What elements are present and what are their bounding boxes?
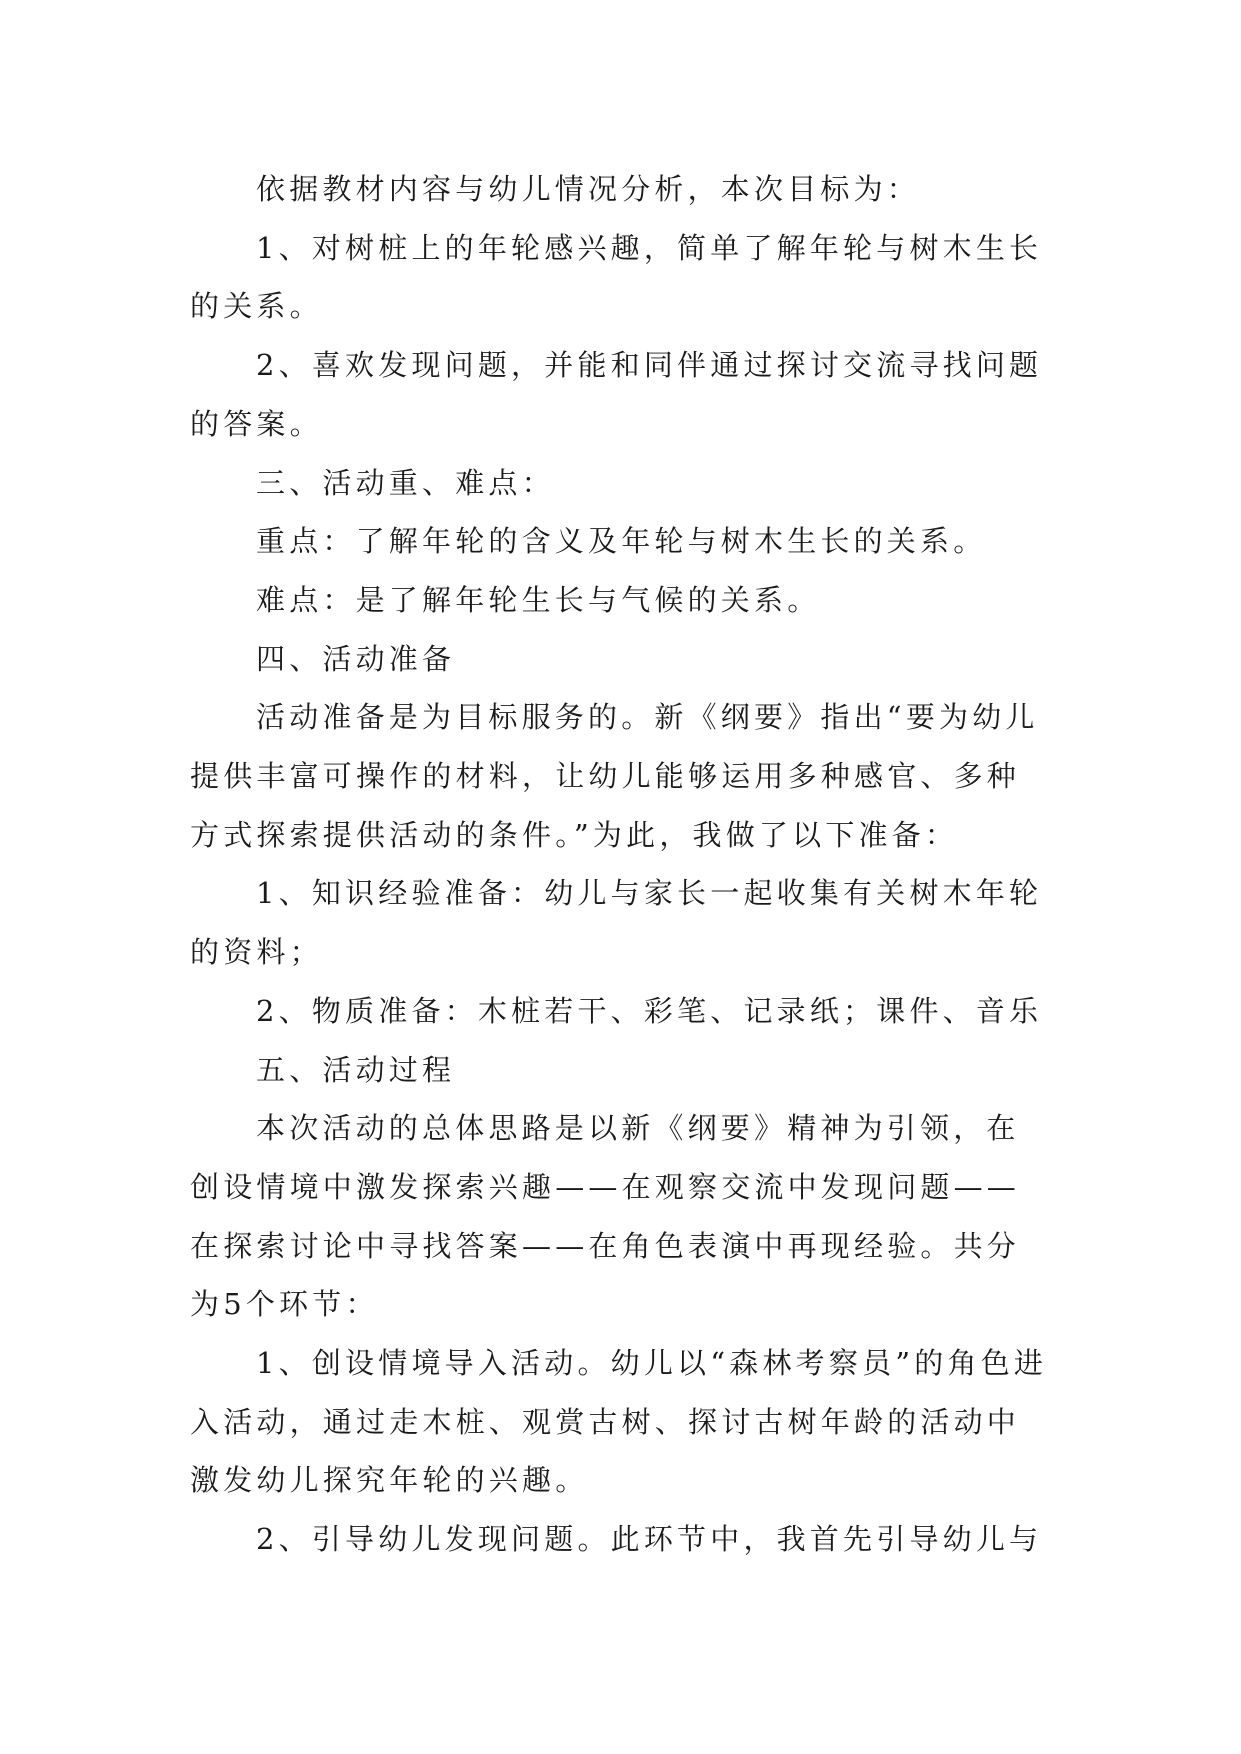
paragraph-preparation-materials: 2、物质准备：木桩若干、彩笔、记录纸；课件、音乐 (256, 993, 1043, 1028)
paragraph-process-step-2: 2、引导幼儿发现问题。此环节中，我首先引导幼儿与 (256, 1522, 1043, 1557)
paragraph-preparation-knowledge: 1、知识经验准备：幼儿与家长一起收集有关树木年轮的资料； (190, 876, 1043, 970)
paragraph-process-overview: 本次活动的总体思路是以新《纲要》精神为引领，在创设情境中激发探索兴趣——在观察交流中发现问题——在探索讨论中寻找答案——在角色表演中再现经验。共分为5个环节： (190, 1111, 1021, 1322)
paragraph-objective-1: 1、对树桩上的年轮感兴趣，简单了解年轮与树木生长的关系。 (190, 230, 1043, 324)
document-body (190, 160, 1052, 1569)
section-heading-key-points: 三、活动重、难点： (256, 465, 555, 500)
paragraph-objective-2: 2、喜欢发现问题，并能和同伴通过探讨交流寻找问题的答案。 (190, 348, 1043, 441)
paragraph-process-step-1: 1、创设情境导入活动。幼儿以“森林考察员”的角色进入活动，通过走木桩、观赏古树、探讨古树年龄的活动中激发幼儿探究年轮的兴趣。 (190, 1346, 1048, 1498)
paragraph-objective-intro: 依据教材内容与幼儿情况分析，本次目标为： (256, 172, 921, 206)
paragraph-preparation-intro: 活动准备是为目标服务的。新《纲要》指出“要为幼儿提供丰富可操作的材料，让幼儿能够运用多种感官、多种方式探索提供活动的条件。”为此，我做了以下准备： (190, 700, 1039, 852)
paragraph-difficulty: 难点：是了解年轮生长与气候的关系。 (256, 582, 821, 617)
section-heading-preparation: 四、活动准备 (256, 641, 456, 676)
section-heading-process: 五、活动过程 (256, 1052, 456, 1087)
paragraph-key-point: 重点：了解年轮的含义及年轮与树木生长的关系。 (256, 524, 987, 559)
